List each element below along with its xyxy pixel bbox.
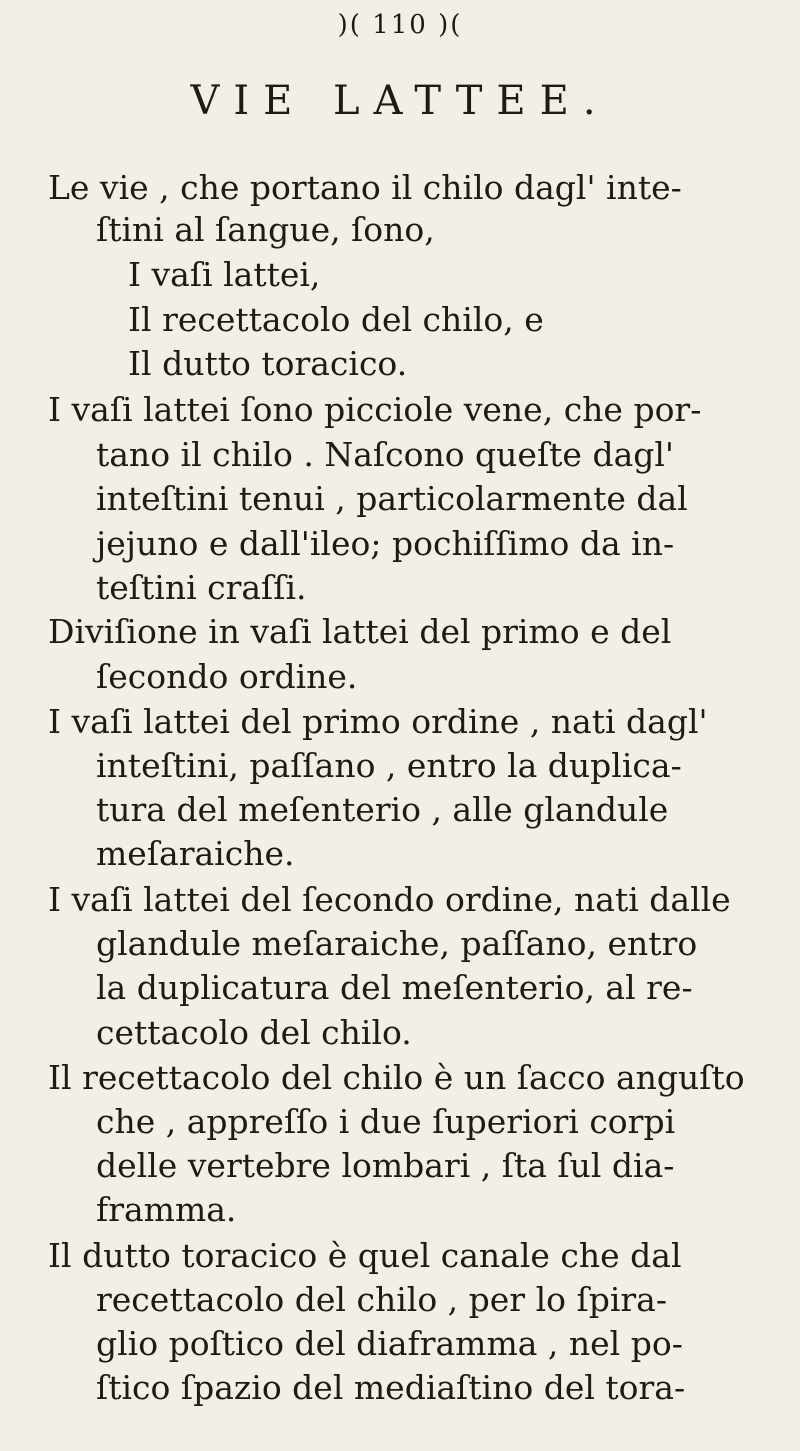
text-line: framma.: [96, 1190, 237, 1229]
text-line: I vaſi lattei ſono picciole vene, che por-: [48, 390, 702, 429]
text-line: Il recettacolo del chilo, e: [128, 300, 544, 339]
text-line: ſtico ſpazio del mediaſtino del tora-: [96, 1368, 686, 1407]
page-title: VIE LATTEE.: [190, 78, 610, 124]
text-line: glio poſtico del diaframma , nel po-: [96, 1324, 683, 1363]
text-line: jejuno e dall'ileo; pochiſſimo da in-: [96, 524, 675, 563]
text-line: Il dutto toracico.: [128, 344, 408, 383]
text-line: Il recettacolo del chilo è un ſacco anguſto: [48, 1058, 745, 1097]
text-line: delle vertebre lombari , ſta ſul dia-: [96, 1146, 675, 1185]
text-line: Le vie , che portano il chilo dagl' inte-: [48, 168, 682, 207]
text-line: inteſtini tenui , particolarmente dal: [96, 479, 688, 518]
text-line: ſtini al ſangue, ſono,: [96, 210, 435, 249]
text-line: Diviſione in vaſi lattei del primo e del: [48, 612, 672, 651]
text-line: inteſtini, paſſano , entro la duplica-: [96, 746, 682, 785]
page-number: )( 110 )(: [337, 10, 463, 40]
text-line: I vaſi lattei del ſecondo ordine, nati dalle: [48, 880, 731, 919]
text-line: tano il chilo . Naſcono queſte dagl': [96, 435, 674, 474]
text-line: teſtini craſſi.: [96, 568, 307, 607]
text-line: Il dutto toracico è quel canale che dal: [48, 1236, 682, 1275]
text-line: glandule meſaraiche, paſſano, entro: [96, 924, 698, 963]
text-line: tura del meſenterio , alle glandule: [96, 790, 669, 829]
text-line: ſecondo ordine.: [96, 657, 358, 696]
text-line: che , appreſſo i due ſuperiori corpi: [96, 1102, 676, 1141]
text-line: la duplicatura del meſenterio, al re-: [96, 968, 693, 1007]
text-line: recettacolo del chilo , per lo ſpira-: [96, 1280, 667, 1319]
text-line: cettacolo del chilo.: [96, 1013, 412, 1052]
text-line: I vaſi lattei del primo ordine , nati dagl': [48, 702, 708, 741]
text-line: meſaraiche.: [96, 834, 295, 873]
text-line: I vaſi lattei,: [128, 255, 321, 294]
